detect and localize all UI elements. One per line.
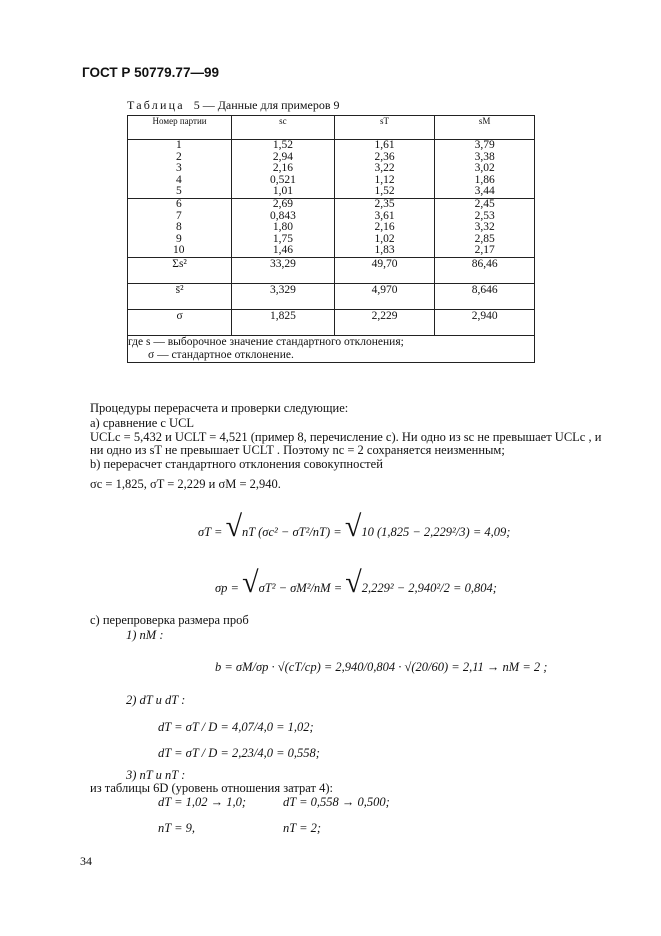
step-c3: 3) nT и nT :	[126, 768, 186, 782]
data-table	[127, 115, 535, 363]
note-line-2: σ — стандартное отклонение.	[148, 348, 294, 361]
sum-label: Σs²	[128, 257, 232, 283]
mean-st: 4,970	[334, 283, 435, 309]
table-note-row	[128, 335, 535, 362]
group1-sc: 1,52 2,94 2,16 0,521 1,01	[232, 140, 335, 199]
mean-sm: 8,646	[435, 283, 535, 309]
table-group-2	[128, 198, 535, 257]
group1-sm: 3,79 3,38 3,02 1,86 3,44	[435, 140, 535, 199]
step-b: b) перерасчет стандартного отклонения совокупностей	[90, 457, 383, 471]
group2-sm: 2,45 2,53 3,32 2,85 2,17	[435, 198, 535, 257]
formula-n1: nT = 9,	[158, 821, 196, 835]
procedures-intro: Процедуры перерасчета и проверки следующие:	[90, 401, 349, 415]
sum-sm: 86,46	[435, 257, 535, 283]
ucl-line-2: ни одно из sT не превышает UCLT . Поэтому nc = 2 сохраняется неизменным;	[90, 443, 505, 457]
header-sm: sM	[435, 116, 535, 140]
step-a: a) сравнение с UCL	[90, 416, 195, 430]
step-c: c) перепроверка размера проб	[90, 613, 249, 627]
sigma-row	[128, 309, 535, 335]
table-6d-ref: из таблицы 6D (уровень отношения затрат 4):	[90, 781, 333, 795]
formula-sigma-p: σp = √σT² − σM²/nM = √2,229² − 2,940²/2 = 0,804;	[215, 566, 497, 599]
table-group-1	[128, 140, 535, 199]
sqrt-icon: √	[344, 510, 362, 543]
page-number: 34	[80, 854, 92, 868]
sqrt-icon: √	[345, 566, 362, 599]
caption-label: Таблица	[127, 98, 185, 112]
sqrt-icon: √	[225, 510, 243, 543]
group2-st: 2,35 3,61 2,16 1,02 1,83	[334, 198, 435, 257]
sum-row	[128, 257, 535, 283]
formula-sigma-t: σT = √nT (σc² − σT²/nT) = √10 (1,825 − 2,229²/3) = 4,09;	[198, 510, 511, 543]
formula-d2-rounded: dT = 0,558 → 0,500;	[283, 795, 390, 809]
formula-d2: dT = σT / D = 2,23/4,0 = 0,558;	[158, 746, 320, 760]
mean-label: s̄²	[128, 283, 232, 309]
document-header: ГОСТ Р 50779.77—99	[82, 65, 219, 80]
sigma-sm: 2,940	[435, 309, 535, 335]
step-c1: 1) nM :	[126, 628, 164, 642]
sigma-sc: 1,825	[232, 309, 335, 335]
header-batch-number: Номер партии	[128, 116, 232, 140]
sqrt-icon: √	[242, 566, 259, 599]
table-header-row	[128, 116, 535, 140]
group1-batch-numbers: 1 2 3 4 5	[128, 140, 232, 199]
formula-d1-rounded: dT = 1,02 → 1,0;	[158, 795, 247, 809]
sigma-st: 2,229	[334, 309, 435, 335]
step-c2: 2) dT и dT :	[126, 693, 186, 707]
sigma-label: σ	[128, 309, 232, 335]
sum-st: 49,70	[334, 257, 435, 283]
table-note	[128, 335, 535, 362]
mean-sc: 3,329	[232, 283, 335, 309]
formula-d1: dT = σT / D = 4,07/4,0 = 1,02;	[158, 720, 314, 734]
sum-sc: 33,29	[232, 257, 335, 283]
formula-b: b = σM/σp · √(cT/cp) = 2,940/0,804 · √(20/60) = 2,11 → nM = 2 ;	[215, 660, 548, 674]
sigma-values: σc = 1,825, σT = 2,229 и σM = 2,940.	[90, 477, 281, 491]
formula-n2: nT = 2;	[283, 821, 322, 835]
header-st: sT	[334, 116, 435, 140]
group2-batch-numbers: 6 7 8 9 10	[128, 198, 232, 257]
note-line-1: где s — выборочное значение стандартного отклонения;	[128, 335, 404, 348]
group2-sc: 2,69 0,843 1,80 1,75 1,46	[232, 198, 335, 257]
header-sc: sc	[232, 116, 335, 140]
mean-row	[128, 283, 535, 309]
caption-text: 5 — Данные для примеров 9	[193, 98, 340, 112]
group1-st: 1,61 2,36 3,22 1,12 1,52	[334, 140, 435, 199]
table-caption	[127, 98, 340, 113]
ucl-line-1: UCLc = 5,432 и UCLT = 4,521 (пример 8, перечисление с). Ни одно из sc не превышает UCLc , и	[90, 430, 602, 444]
